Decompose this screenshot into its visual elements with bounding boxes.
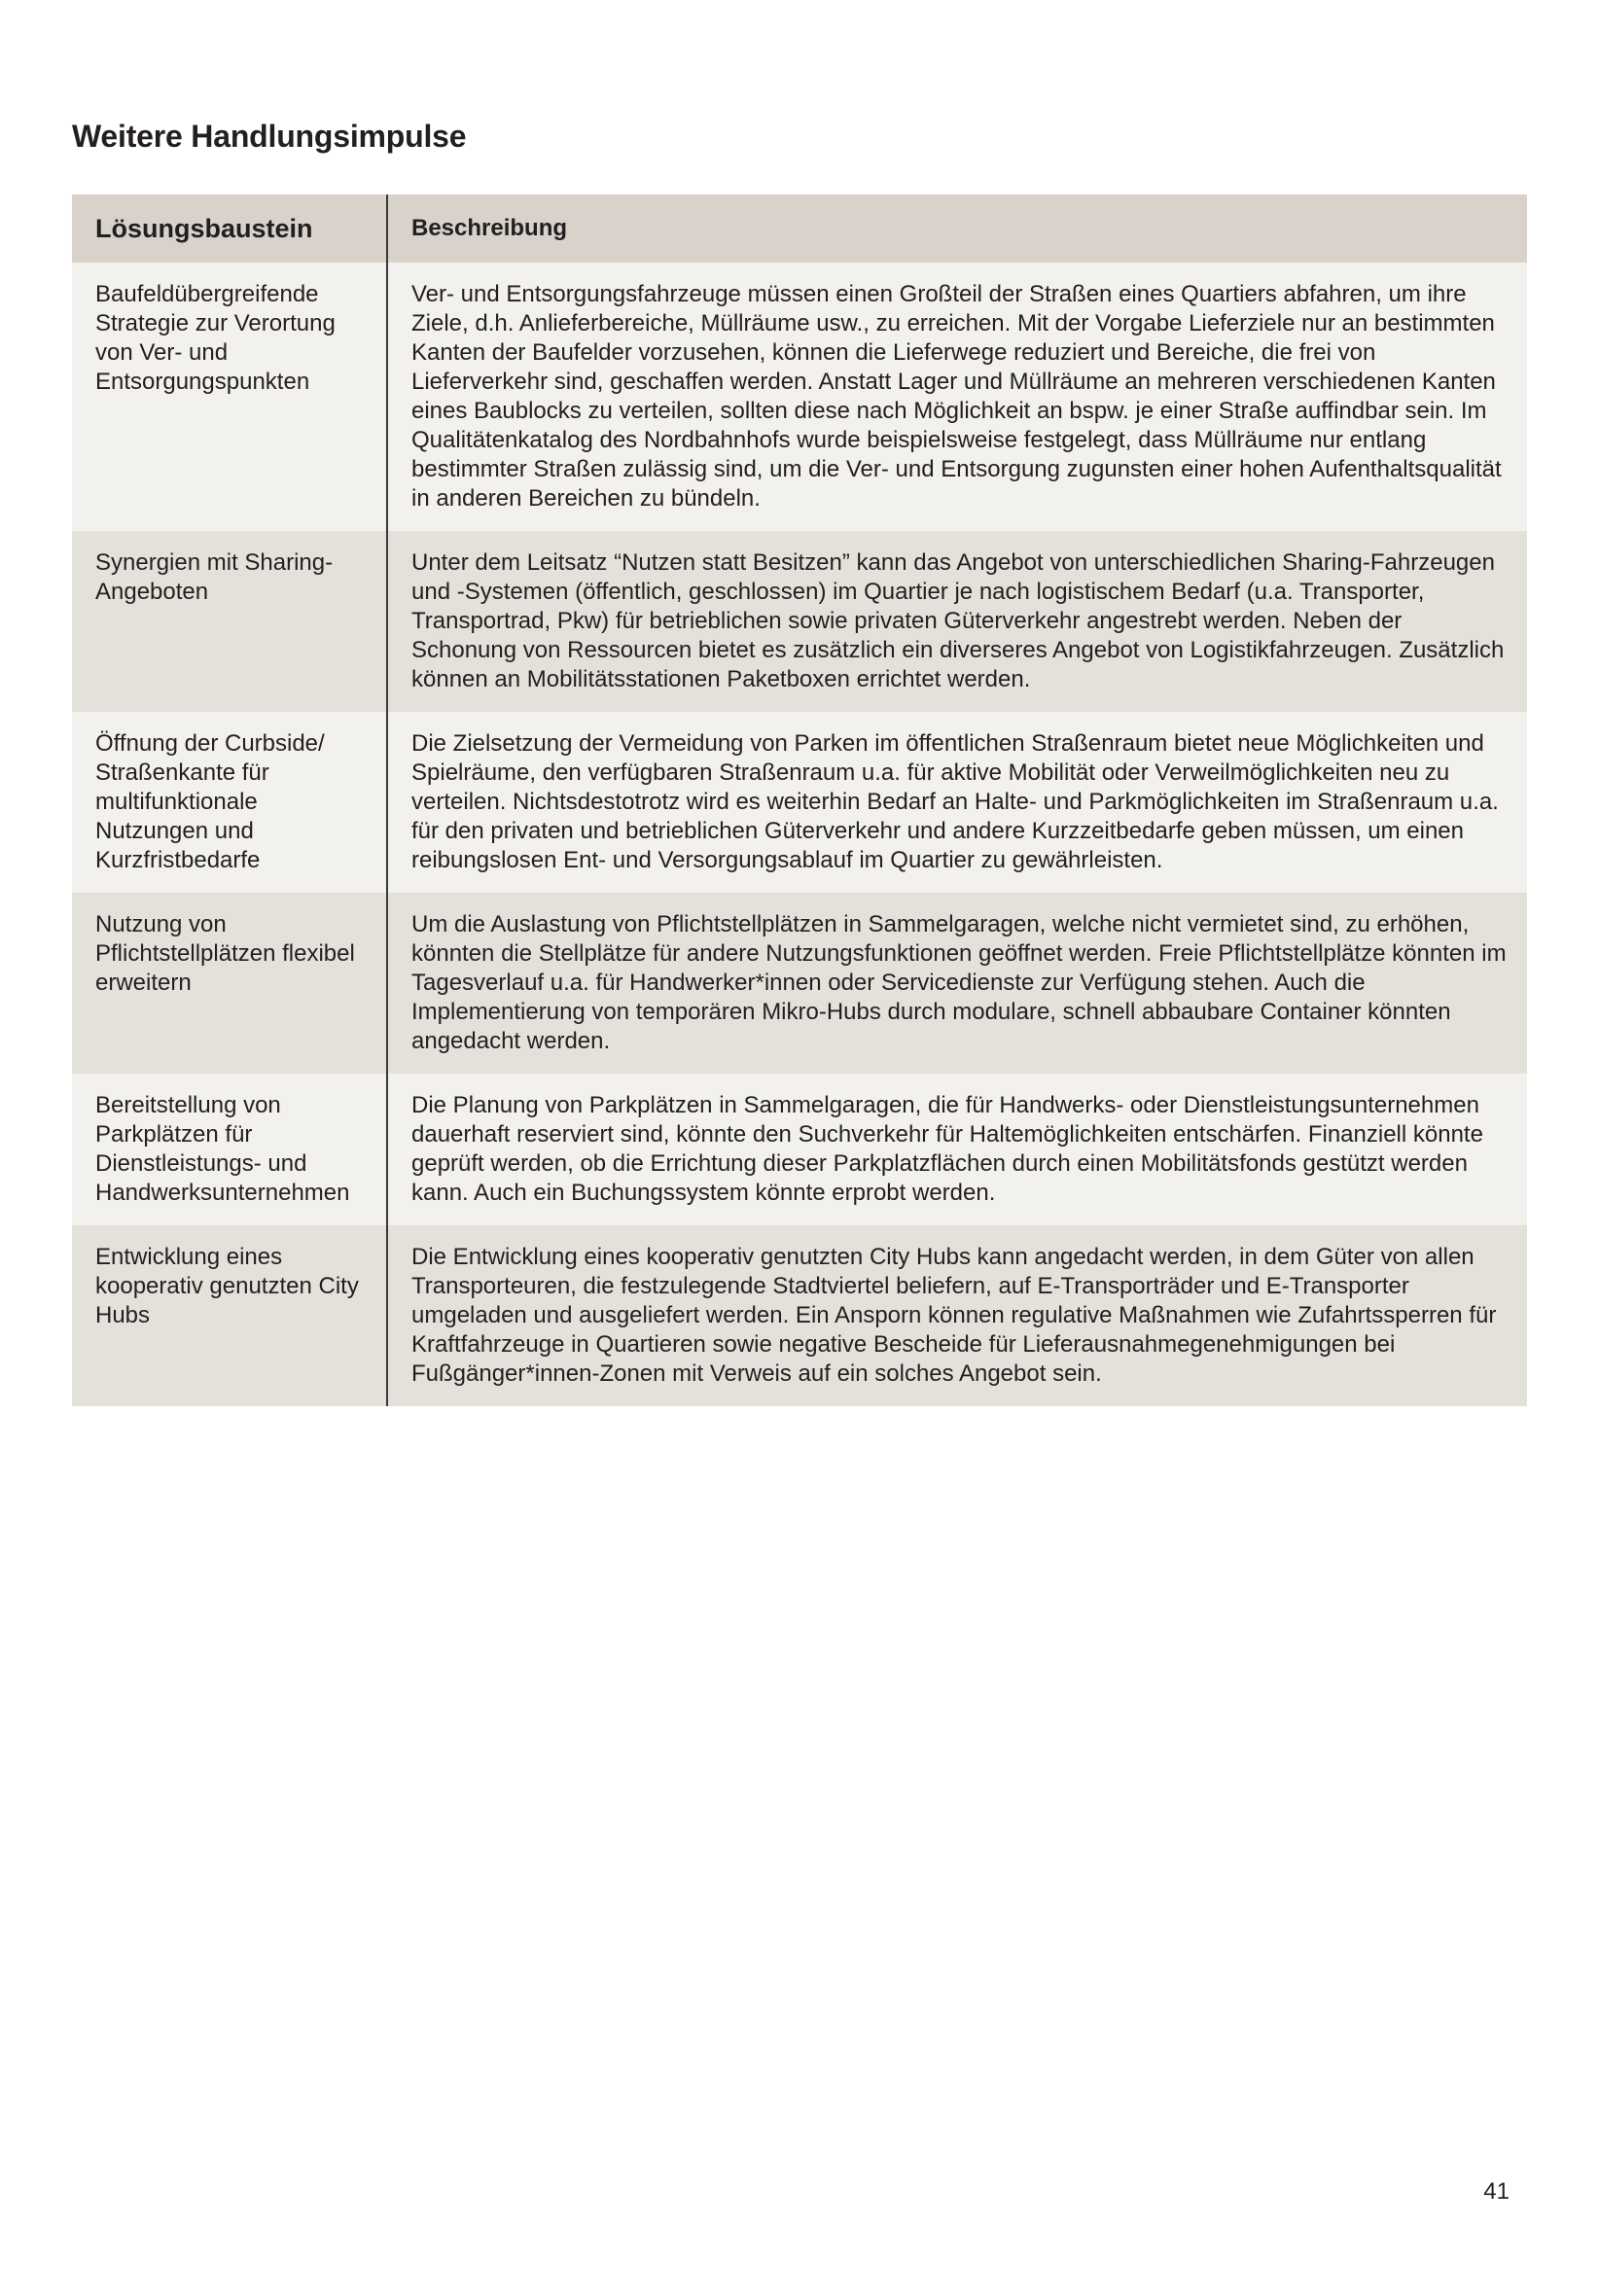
row-label: Entwicklung eines kooperativ genutzten City Hubs [72, 1225, 387, 1406]
table-row [72, 1225, 1527, 1406]
table-row [72, 712, 1527, 893]
column-header-beschreibung: Beschreibung [387, 194, 1527, 263]
table-row [72, 1074, 1527, 1225]
row-label: Nutzung von Pflichtstellplätzen flexibel erweitern [72, 893, 387, 1074]
table-row [72, 531, 1527, 712]
row-description: Die Planung von Parkplätzen in Sammelgaragen, die für Handwerks- oder Dienstleistungsunternehmen dauerhaft reserviert sind, könnte den Suchverkehr für Haltemöglichkeiten entschärfen. Finanziell könnte geprüft werden, ob die Errichtung dieser Parkplatzflächen durch einen Mobilitätsfonds gestützt werden kann. Auch ein Buchungssystem könnte erprobt werden. [387, 1074, 1527, 1225]
row-label: Synergien mit Sharing-Angeboten [72, 531, 387, 712]
table-header-row [72, 194, 1527, 263]
table-row [72, 263, 1527, 531]
row-label: Öffnung der Curbside/ Straßenkante für multifunktionale Nutzungen und Kurzfristbedarfe [72, 712, 387, 893]
column-header-loesungsbaustein: Lösungsbaustein [72, 194, 387, 263]
page-number: 41 [1483, 2178, 1510, 2205]
row-description: Ver- und Entsorgungsfahrzeuge müssen einen Großteil der Straßen eines Quartiers abfahren, um ihre Ziele, d.h. Anlieferbereiche, Müllräume usw., zu erreichen. Mit der Vorgabe Lieferziele nur an bestimmten Kanten der Baufelder vorzusehen, können die Lieferwege reduziert und Bereiche, die frei von Lieferverkehr sind, geschaffen werden. Anstatt Lager und Müllräume an mehreren verschiedenen Kanten eines Baublocks zu verteilen, sollten diese nach Möglichkeit an bspw. je einer Straße auffindbar sein. Im Qualitätenkatalog des Nordbahnhofs wurde beispielsweise festgelegt, dass Müllräume nur entlang bestimmter Straßen zulässig sind, um die Ver- und Entsorgung zugunsten einer hohen Aufenthaltsqualität in anderen Bereichen zu bündeln. [387, 263, 1527, 531]
row-label: Bereitstellung von Parkplätzen für Dienstleistungs- und Handwerksunternehmen [72, 1074, 387, 1225]
page-title: Weitere Handlungsimpulse [72, 119, 467, 154]
row-label: Baufeldübergreifende Strategie zur Verortung von Ver- und Entsorgungspunkten [72, 263, 387, 531]
measures-table [72, 194, 1527, 1406]
row-description: Die Entwicklung eines kooperativ genutzten City Hubs kann angedacht werden, in dem Güter von allen Transporteuren, die festzulegende Stadtviertel beliefern, auf E-Transporträder und E-Transporter umgeladen und ausgeliefert werden. Ein Ansporn können regulative Maßnahmen wie Zufahrtssperren für Kraftfahrzeuge in Quartieren sowie negative Bescheide für Lieferausnahmegenehmigungen bei Fußgänger*innen-Zonen mit Verweis auf ein solches Angebot sein. [387, 1225, 1527, 1406]
row-description: Unter dem Leitsatz “Nutzen statt Besitzen” kann das Angebot von unterschiedlichen Sharing-Fahrzeugen und -Systemen (öffentlich, geschlossen) im Quartier je nach logistischem Bedarf (u.a. Transporter, Transportrad, Pkw) für betrieblichen sowie privaten Güterverkehr angestrebt werden. Neben der Schonung von Ressourcen bietet es zusätzlich ein diverseres Angebot von Logistikfahrzeugen. Zusätzlich können an Mobilitätsstationen Paketboxen errichtet werden. [387, 531, 1527, 712]
table-row [72, 893, 1527, 1074]
row-description: Um die Auslastung von Pflichtstellplätzen in Sammelgaragen, welche nicht vermietet sind, zu erhöhen, könnten die Stellplätze für andere Nutzungsfunktionen geöffnet werden. Freie Pflichtstellplätze könnten im Tagesverlauf u.a. für Handwerker*innen oder Servicedienste zur Verfügung stehen. Auch die Implementierung von temporären Mikro-Hubs durch modulare, schnell abbaubare Container könnten angedacht werden. [387, 893, 1527, 1074]
row-description: Die Zielsetzung der Vermeidung von Parken im öffentlichen Straßenraum bietet neue Möglichkeiten und Spielräume, den verfügbaren Straßenraum u.a. für aktive Mobilität oder Verweilmöglichkeiten neu zu verteilen. Nichtsdestotrotz wird es weiterhin Bedarf an Halte- und Parkmöglichkeiten im Straßenraum u.a. für den privaten und betrieblichen Güterverkehr und andere Kurzzeitbedarfe geben müssen, um einen reibungslosen Ent- und Versorgungsablauf im Quartier zu gewährleisten. [387, 712, 1527, 893]
